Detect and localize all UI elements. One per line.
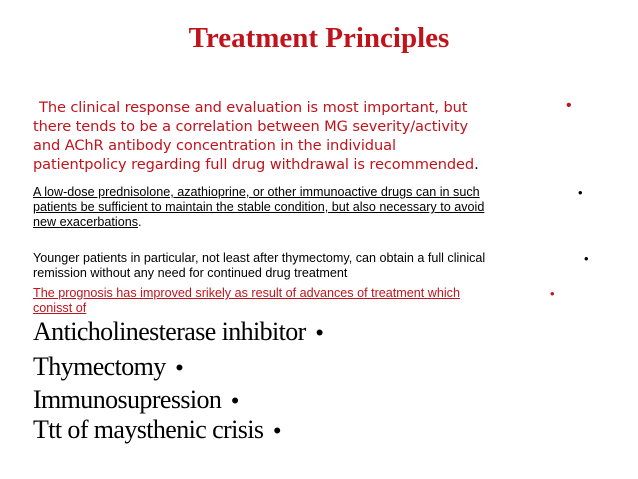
paragraph-line	[33, 155, 573, 174]
treatment-item	[33, 385, 238, 416]
paragraph-line: conisst of	[33, 301, 87, 315]
paragraph-clinical-response	[33, 98, 573, 174]
bullet-marker: •	[315, 320, 323, 345]
bullet-marker: •	[550, 286, 555, 301]
treatment-item	[33, 317, 323, 348]
period: .	[138, 215, 142, 229]
paragraph-line-text: new exacerbations	[33, 215, 139, 229]
paragraph-prognosis	[33, 286, 553, 316]
paragraph-line: The clinical response and evaluation is most important, but	[39, 99, 468, 116]
bullet-marker: •	[578, 185, 583, 200]
paragraph-line-text: patientpolicy regarding full drug withdrawal is recommended	[33, 156, 475, 173]
bullet-marker: •	[231, 388, 239, 413]
treatment-label: Immunosupression	[33, 385, 222, 414]
treatment-label: Anticholinesterase inhibitor	[33, 317, 306, 346]
paragraph-line: Younger patients in particular, not least after thymectomy, can obtain a full clinical	[33, 251, 486, 265]
treatment-label: Ttt of maysthenic crisis	[33, 415, 264, 444]
paragraph-younger-patients	[33, 251, 581, 281]
treatment-label: Thymectomy	[33, 352, 166, 381]
paragraph-line: and AChR antibody concentration in the individual	[33, 137, 396, 154]
bullet-marker: •	[584, 251, 589, 266]
paragraph-line: A low-dose prednisolone, azathioprine, or other immunoactive drugs can in such	[33, 185, 480, 199]
paragraph-line	[33, 215, 573, 230]
paragraph-line: there tends to be a correlation between MG severity/activity	[33, 118, 469, 135]
bullet-marker: •	[175, 355, 183, 380]
bullet-marker: •	[273, 418, 281, 443]
paragraph-line: The prognosis has improved srikely as result of advances of treatment which	[33, 286, 460, 300]
treatment-item	[33, 415, 281, 446]
paragraph-line: patients be sufficient to maintain the stable condition, but also necessary to avoid	[33, 200, 485, 214]
paragraph-line: remission without any need for continued drug treatment	[33, 266, 348, 280]
slide-title: Treatment Principles	[188, 22, 450, 54]
bullet-marker: •	[566, 97, 572, 114]
paragraph-low-dose	[33, 185, 573, 230]
treatment-item	[33, 352, 183, 383]
period: .	[474, 156, 479, 173]
